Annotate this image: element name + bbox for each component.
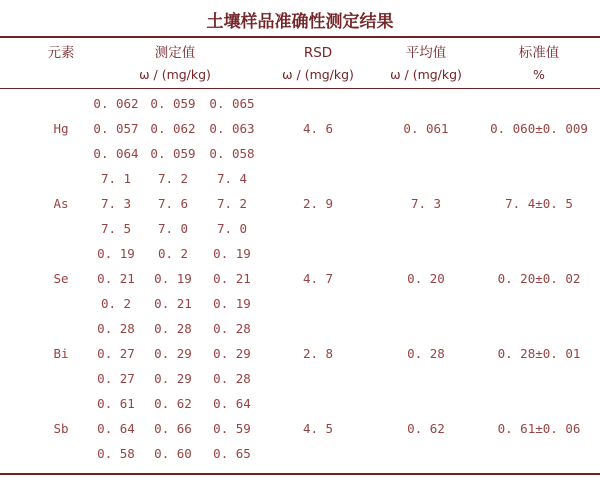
table-header (0, 38, 600, 89)
standard-value: 0. 20±0. 02 (497, 271, 581, 286)
measured-value: 7. 3 (100, 196, 132, 211)
header-standard (478, 42, 600, 88)
measured-value: 0. 62 (154, 396, 192, 411)
measured-value: 0. 27 (97, 346, 135, 361)
rsd-value: 2. 9 (302, 196, 334, 211)
measured-value: 0. 058 (209, 146, 255, 161)
element-symbol: Bi (53, 346, 69, 361)
measured-value: 0. 58 (97, 446, 135, 461)
average-value: 0. 62 (407, 421, 445, 436)
measured-value: 0. 60 (154, 446, 192, 461)
measured-value: 0. 29 (154, 371, 192, 386)
standard-value: 0. 28±0. 01 (497, 346, 581, 361)
rsd-value: 4. 5 (302, 421, 334, 436)
measured-value: 0. 29 (213, 346, 251, 361)
measured-value: 0. 064 (93, 146, 139, 161)
header-average (374, 42, 478, 88)
rsd-value: 4. 7 (302, 271, 334, 286)
header-average-unit: ω / (mg/kg) (390, 67, 462, 82)
measured-value: 0. 2 (100, 296, 132, 311)
measured-value: 0. 19 (97, 246, 135, 261)
measured-value: 0. 64 (213, 396, 251, 411)
measured-value: 7. 6 (157, 196, 189, 211)
rsd-value: 4. 6 (302, 121, 334, 136)
measured-value: 0. 28 (213, 321, 251, 336)
header-measured (88, 42, 262, 88)
measured-value: 0. 19 (154, 271, 192, 286)
measured-value: 7. 1 (100, 171, 132, 186)
measured-value: 7. 0 (157, 221, 189, 236)
element-block (0, 316, 600, 391)
measured-value: 7. 0 (216, 221, 248, 236)
measured-value: 7. 4 (216, 171, 248, 186)
measured-value: 0. 28 (97, 321, 135, 336)
average-value: 0. 061 (403, 121, 449, 136)
measured-value: 0. 21 (154, 296, 192, 311)
table-title: 土壤样品准确性测定结果 (0, 0, 600, 38)
measured-value: 0. 21 (213, 271, 251, 286)
measured-value: 0. 19 (213, 296, 251, 311)
header-element (0, 42, 88, 88)
measured-value: 0. 059 (150, 96, 196, 111)
element-symbol: Hg (53, 121, 69, 136)
measured-value: 0. 65 (213, 446, 251, 461)
header-standard-unit: % (533, 67, 545, 82)
measured-value: 0. 057 (93, 121, 139, 136)
measured-value: 0. 19 (213, 246, 251, 261)
standard-value: 0. 060±0. 009 (490, 121, 588, 136)
measured-value: 0. 64 (97, 421, 135, 436)
measured-value: 0. 28 (213, 371, 251, 386)
measured-value: 0. 28 (154, 321, 192, 336)
header-standard-label: 标准值 (518, 45, 560, 61)
rsd-value: 2. 8 (302, 346, 334, 361)
standard-value: 7. 4±0. 5 (505, 196, 573, 211)
element-symbol: Se (53, 271, 69, 286)
average-value: 0. 28 (407, 346, 445, 361)
element-block (0, 166, 600, 241)
measured-value: 0. 27 (97, 371, 135, 386)
measured-value: 0. 059 (150, 146, 196, 161)
measured-value: 0. 062 (93, 96, 139, 111)
measured-value: 0. 065 (209, 96, 255, 111)
average-value: 0. 20 (407, 271, 445, 286)
standard-value: 0. 61±0. 06 (497, 421, 581, 436)
measured-value: 0. 21 (97, 271, 135, 286)
element-block (0, 391, 600, 466)
measured-value: 0. 063 (209, 121, 255, 136)
header-rsd (262, 42, 374, 88)
measured-value: 7. 5 (100, 221, 132, 236)
measured-value: 0. 29 (154, 346, 192, 361)
measured-value: 0. 61 (97, 396, 135, 411)
table-body (0, 89, 600, 466)
measured-value: 0. 062 (150, 121, 196, 136)
element-block (0, 241, 600, 316)
header-element-label: 元素 (47, 45, 75, 61)
measured-value: 7. 2 (157, 171, 189, 186)
measured-value: 0. 66 (154, 421, 192, 436)
header-rsd-unit: ω / (mg/kg) (282, 67, 354, 82)
measured-value: 0. 2 (157, 246, 189, 261)
header-rsd-label: RSD (303, 45, 333, 61)
average-value: 7. 3 (410, 196, 442, 211)
measured-value: 0. 59 (213, 421, 251, 436)
measured-value: 7. 2 (216, 196, 248, 211)
table-bottom-rule (0, 473, 600, 475)
header-measured-unit: ω / (mg/kg) (139, 67, 211, 82)
element-symbol: As (53, 196, 69, 211)
element-block (0, 91, 600, 166)
header-measured-label: 测定值 (154, 45, 196, 61)
header-average-label: 平均值 (405, 45, 447, 61)
element-symbol: Sb (53, 421, 69, 436)
